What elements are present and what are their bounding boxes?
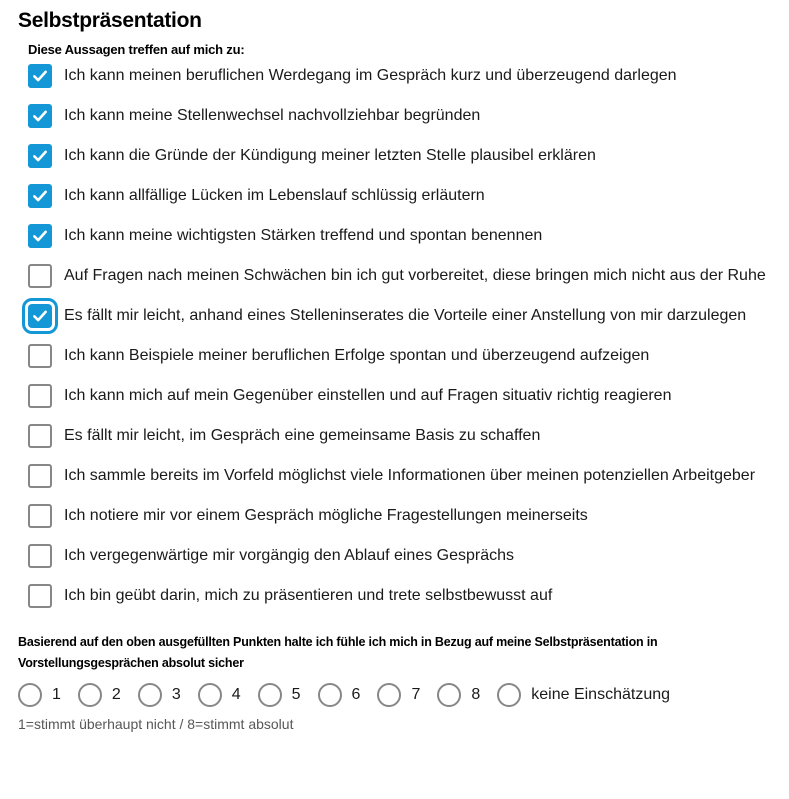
checklist-item[interactable]: [28, 64, 771, 88]
radio-button[interactable]: [318, 683, 342, 707]
checklist-item-label: Ich kann die Gründe der Kündigung meiner letzten Stelle plausibel erklären: [64, 147, 596, 164]
checklist-item-label: Es fällt mir leicht, im Gespräch eine gemeinsame Basis zu schaffen: [64, 427, 541, 444]
radio-option-label: 6: [351, 686, 361, 703]
radio-button[interactable]: [377, 683, 401, 707]
checkbox[interactable]: [28, 104, 52, 128]
radio-button[interactable]: [497, 683, 521, 707]
checklist-item-label: Ich sammle bereits im Vorfeld möglichst viele Informationen über meinen potenziellen Arbeitgeber: [64, 467, 756, 484]
radio-button[interactable]: [18, 683, 42, 707]
checkbox[interactable]: [28, 224, 52, 248]
check-icon: [31, 67, 49, 85]
checkbox[interactable]: [28, 464, 52, 488]
checklist-item-label: Ich kann Beispiele meiner beruflichen Erfolge spontan und überzeugend aufzeigen: [64, 347, 650, 364]
checklist-item-label: Ich kann allfällige Lücken im Lebenslauf schlüssig erläutern: [64, 187, 485, 204]
checkbox[interactable]: [28, 504, 52, 528]
page-title: Selbstpräsentation: [18, 9, 202, 32]
checkbox[interactable]: [28, 344, 52, 368]
rating-scale-note: 1=stimmt überhaupt nicht / 8=stimmt absolut: [18, 716, 294, 732]
checklist-item[interactable]: [28, 424, 771, 448]
radio-option-label: 7: [411, 686, 421, 703]
radio-option[interactable]: [437, 683, 480, 707]
checkbox[interactable]: [28, 584, 52, 608]
radio-button[interactable]: [138, 683, 162, 707]
checklist-item[interactable]: [28, 384, 771, 408]
checklist-item-label: Ich kann mich auf mein Gegenüber einstellen und auf Fragen situativ richtig reagieren: [64, 387, 672, 404]
radio-option[interactable]: [138, 683, 181, 707]
check-icon: [31, 107, 49, 125]
rating-question: Basierend auf den oben ausgefüllten Punkten halte ich fühle ich mich in Bezug auf meine Selbstpräsentation in Vorstellungsgesprächen absolut sicher: [18, 635, 661, 670]
radio-option[interactable]: [318, 683, 361, 707]
checklist-item-label: Ich kann meine wichtigsten Stärken treffend und spontan benennen: [64, 227, 543, 244]
checklist-item-label: Auf Fragen nach meinen Schwächen bin ich gut vorbereitet, diese bringen mich nicht aus der Ruhe: [64, 267, 766, 284]
radio-button[interactable]: [258, 683, 282, 707]
radio-option-label: 2: [111, 686, 121, 703]
rating-options: [18, 683, 771, 707]
checklist-item-label: Ich kann meinen beruflichen Werdegang im Gespräch kurz und überzeugend darlegen: [64, 67, 677, 84]
check-icon: [31, 227, 49, 245]
checklist-item-label: Ich kann meine Stellenwechsel nachvollziehbar begründen: [64, 107, 481, 124]
radio-option-label: 1: [52, 686, 61, 703]
checklist-item[interactable]: [28, 264, 771, 288]
check-icon: [31, 307, 49, 325]
checklist-item-label: Es fällt mir leicht, anhand eines Stelleninserates die Vorteile einer Anstellung von mir darzulegen: [64, 307, 747, 324]
radio-option[interactable]: [497, 683, 670, 707]
checklist-item-label: Ich vergegenwärtige mir vorgängig den Ablauf eines Gesprächs: [64, 547, 515, 564]
radio-button[interactable]: [437, 683, 461, 707]
radio-option-label: 4: [231, 686, 241, 703]
checklist-section-label: Diese Aussagen treffen auf mich zu:: [28, 42, 245, 57]
checklist-item[interactable]: [28, 224, 771, 248]
rating-section: [18, 632, 771, 733]
checkbox[interactable]: [28, 64, 52, 88]
radio-option-label: 8: [471, 686, 481, 703]
radio-button[interactable]: [78, 683, 102, 707]
checklist-item[interactable]: [28, 464, 771, 488]
checkbox[interactable]: [28, 144, 52, 168]
check-icon: [31, 147, 49, 165]
checkbox[interactable]: [28, 264, 52, 288]
checkbox[interactable]: [28, 544, 52, 568]
checkbox[interactable]: [28, 384, 52, 408]
radio-option-label: keine Einschätzung: [531, 686, 671, 703]
checklist-item[interactable]: [28, 504, 771, 528]
radio-option[interactable]: [18, 683, 61, 707]
radio-option[interactable]: [377, 683, 420, 707]
radio-option[interactable]: [258, 683, 301, 707]
checklist-item[interactable]: [28, 144, 771, 168]
checklist-item-label: Ich notiere mir vor einem Gespräch mögliche Fragestellungen meinerseits: [64, 507, 588, 524]
checklist-item-label: Ich bin geübt darin, mich zu präsentieren und trete selbstbewusst auf: [64, 587, 553, 604]
radio-option[interactable]: [78, 683, 121, 707]
checklist-item[interactable]: [28, 584, 771, 608]
checklist-item[interactable]: [28, 544, 771, 568]
checklist-item[interactable]: [28, 304, 771, 328]
radio-option[interactable]: [198, 683, 241, 707]
checkbox[interactable]: [28, 424, 52, 448]
radio-option-label: 3: [171, 686, 181, 703]
checklist-item[interactable]: [28, 344, 771, 368]
radio-button[interactable]: [198, 683, 222, 707]
checkbox[interactable]: [28, 184, 52, 208]
checklist: [28, 64, 771, 608]
checkbox[interactable]: [28, 304, 52, 328]
radio-option-label: 5: [291, 686, 301, 703]
checklist-item[interactable]: [28, 104, 771, 128]
checklist-item[interactable]: [28, 184, 771, 208]
check-icon: [31, 187, 49, 205]
